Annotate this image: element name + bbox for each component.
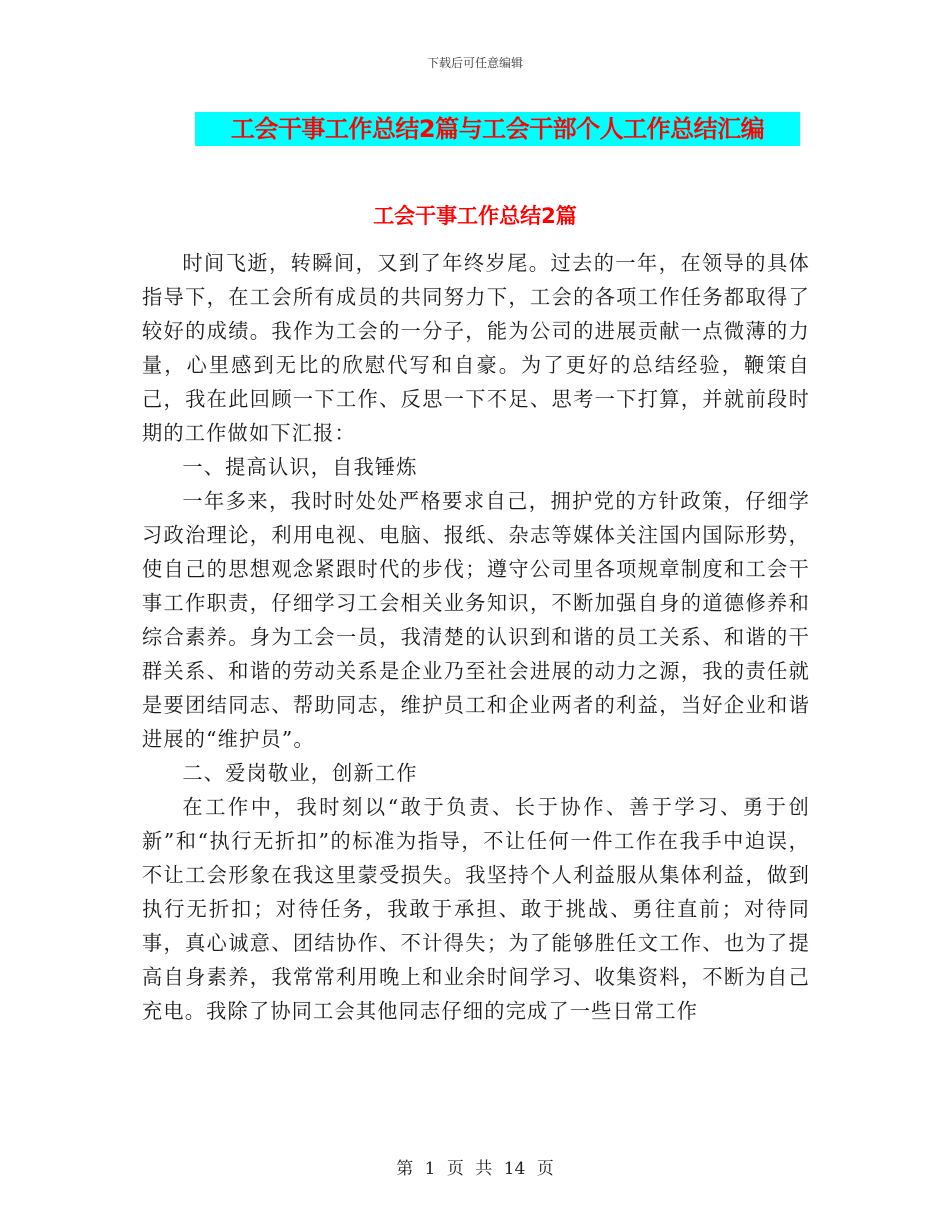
- section-title: 工会干事工作总结2篇: [373, 204, 577, 228]
- paragraph: 时间飞逝，转瞬间，又到了年终岁尾。过去的一年，在领导的具体指导下，在工会所有成员的共同努力下，工会的各项工作任务都取得了较好的成绩。我作为工会的一分子，能为公司的进展贡献一点微薄的力量，心里感到无比的欣慰代写和自豪。为了更好的总结经验，鞭策自己，我在此回顾一下工作、反思一下不足、思考一下打算，并就前段时期的工作做如下汇报：: [142, 251, 810, 445]
- page-number: 第 1 页 共 14 页: [396, 1159, 554, 1179]
- page-header-note: 下载后可任意编辑: [426, 56, 523, 70]
- document-title: 工会干事工作总结2篇与工会干部个人工作总结汇编: [230, 115, 765, 143]
- paragraph: 一年多来，我时时处处严格要求自己，拥护党的方针政策，仔细学习政治理论，利用电视、电脑、报纸、杂志等媒体关注国内国际形势，使自己的思想观念紧跟时代的步伐；遵守公司里各项规章制度和工会干事工作职责，仔细学习工会相关业务知识，不断加强自身的道德修养和综合素养。身为工会一员，我清楚的认识到和谐的员工关系、和谐的干群关系、和谐的劳动关系是企业乃至社会进展的动力之源，我的责任就是要团结同志、帮助同志，维护员工和企业两者的利益，当好企业和谐进展的“维护员”。: [142, 489, 810, 751]
- section-heading: 一、提高认识，自我锤炼: [182, 455, 418, 479]
- section-heading: 二、爱岗敬业，创新工作: [182, 761, 418, 785]
- document-body: [142, 246, 810, 1028]
- paragraph: 在工作中，我时刻以“敢于负责、长于协作、善于学习、勇于创新”和“执行无折扣”的标准为指导，不让任何一件工作在我手中迫误，不让工会形象在我这里蒙受损失。我坚持个人利益服从集体利益，做到执行无折扣；对待任务，我敢于承担、敢于挑战、勇往直前；对待同事，真心诚意、团结协作、不计得失；为了能够胜任文工作、也为了提高自身素养，我常常利用晚上和业余时间学习、收集资料，不断为自己充电。我除了协同工会其他同志仔细的完成了一些日常工作: [142, 795, 810, 1023]
